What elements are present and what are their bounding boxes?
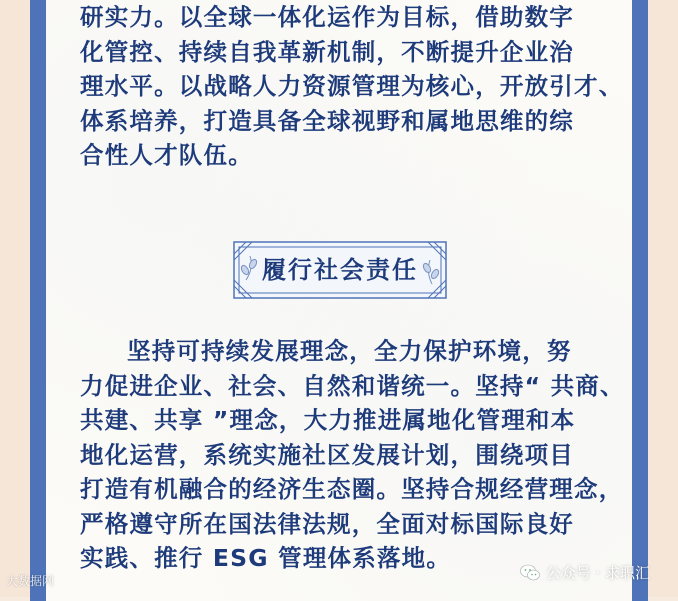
paragraph-line: 打造有机融合的经济生态圈。坚持合规经营理念， [80, 475, 624, 503]
paragraph-line: 化管控、持续自我革新机制，不断提升企业治 [80, 37, 574, 66]
watermark-right-text: 公众号 · 求职汇 [545, 564, 650, 582]
wechat-icon [520, 564, 540, 582]
paragraph-line: 地化运营，系统实施社区发展计划，围绕项目 [80, 440, 574, 469]
section-heading: 履行社会责任 [262, 256, 418, 284]
watermark-right [520, 562, 650, 583]
paragraph-top [80, 0, 624, 173]
paragraph-line: 实践、推行 ESG 管理体系落地。 [80, 544, 452, 572]
watermark-left [6, 572, 54, 589]
paragraph-line: 合性人才队伍。 [80, 141, 253, 169]
paragraph-line: 共建、共享 ”理念，大力推进属地化管理和本 [80, 406, 576, 434]
paragraph-line: 研实力。以全球一体化运作为目标，借助数字 [80, 3, 574, 31]
paragraph-line: 严格遵守所在国法律法规，全面对标国际良好 [80, 509, 574, 538]
watermark-left-text: 大数据网 [6, 574, 55, 588]
paragraph-line: 坚持可持续发展理念，全力保护环境，努 [127, 337, 572, 365]
paragraph-line: 理水平。以战略人力资源管理为核心，开放引才、 [80, 72, 624, 100]
paragraph-line: 体系培养，打造具备全球视野和属地思维的综 [80, 106, 574, 135]
section-heading-box [232, 240, 448, 300]
paragraph-line: 力促进企业、社会、自然和谐统一。坚持“ 共商、 [80, 371, 625, 400]
